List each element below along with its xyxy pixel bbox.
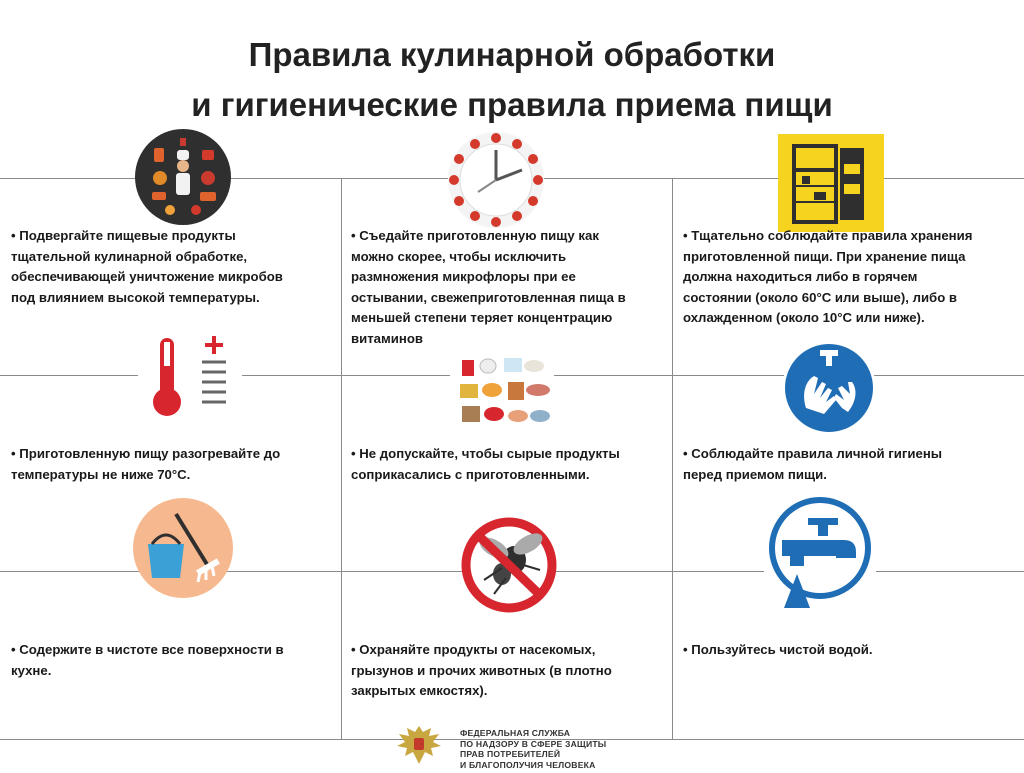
thermometer-icon xyxy=(138,332,242,424)
page-title-line-1: Правила кулинарной обработки xyxy=(248,36,776,73)
rule-text-8: • Охраняйте продукты от насекомых, грызунов и прочих животных (в плотно закрытых емкостях). xyxy=(351,642,612,698)
eagle-emblem-icon xyxy=(393,722,445,768)
bucket-rake-icon xyxy=(126,496,240,600)
grid-line xyxy=(672,178,673,740)
grid-line xyxy=(341,178,342,740)
footer-organization-name: ФЕДЕРАЛЬНАЯ СЛУЖБА ПО НАДЗОРУ В СФЕРЕ ЗАЩИТЫ ПРАВ ПОТРЕБИТЕЛЕЙ И БЛАГОПОЛУЧИЯ ЧЕЛОВЕКА xyxy=(460,728,607,770)
rule-text-9: • Пользуйтесь чистой водой. xyxy=(683,642,873,657)
rule-text-5: • Не допускайте, чтобы сырые продукты соприкасались с приготовленными. xyxy=(351,446,620,482)
rule-text-1: • Подвергайте пищевые продукты тщательной кулинарной обработке, обеспечивающей уничтожение микробов под влиянием высокой температуры. xyxy=(11,228,283,305)
clock-plate-icon xyxy=(440,130,552,230)
refrigerator-icon xyxy=(778,134,884,232)
page-title-line-2: и гигиенические правила приема пищи xyxy=(191,86,833,123)
food-products-icon xyxy=(450,354,554,430)
rule-text-3: • Тщательно соблюдайте правила хранения приготовленной пищи. При хранение пища должна находиться либо в горячем состоянии (около 60°С или выше), либо в охлажденном (около 10°С или ниже). xyxy=(683,228,973,325)
water-tap-icon xyxy=(764,496,876,614)
rule-text-2: • Съедайте приготовленную пищу как можно скорее, чтобы исключить размножения микрофлоры при ее остывании, свежеприготовленная пища в меньшей степени теряет концентрацию витаминов xyxy=(351,228,626,346)
rule-text-6: • Соблюдайте правила личной гигиены перед приемом пищи. xyxy=(683,446,943,482)
hand-washing-icon xyxy=(784,342,874,434)
no-flies-icon xyxy=(454,516,564,614)
rule-text-7: • Содержите в чистоте все поверхности в кухне. xyxy=(11,642,284,678)
rule-text-4: • Приготовленную пищу разогревайте до температуры не ниже 70°С. xyxy=(11,446,281,482)
cooking-utensils-icon xyxy=(134,128,232,226)
